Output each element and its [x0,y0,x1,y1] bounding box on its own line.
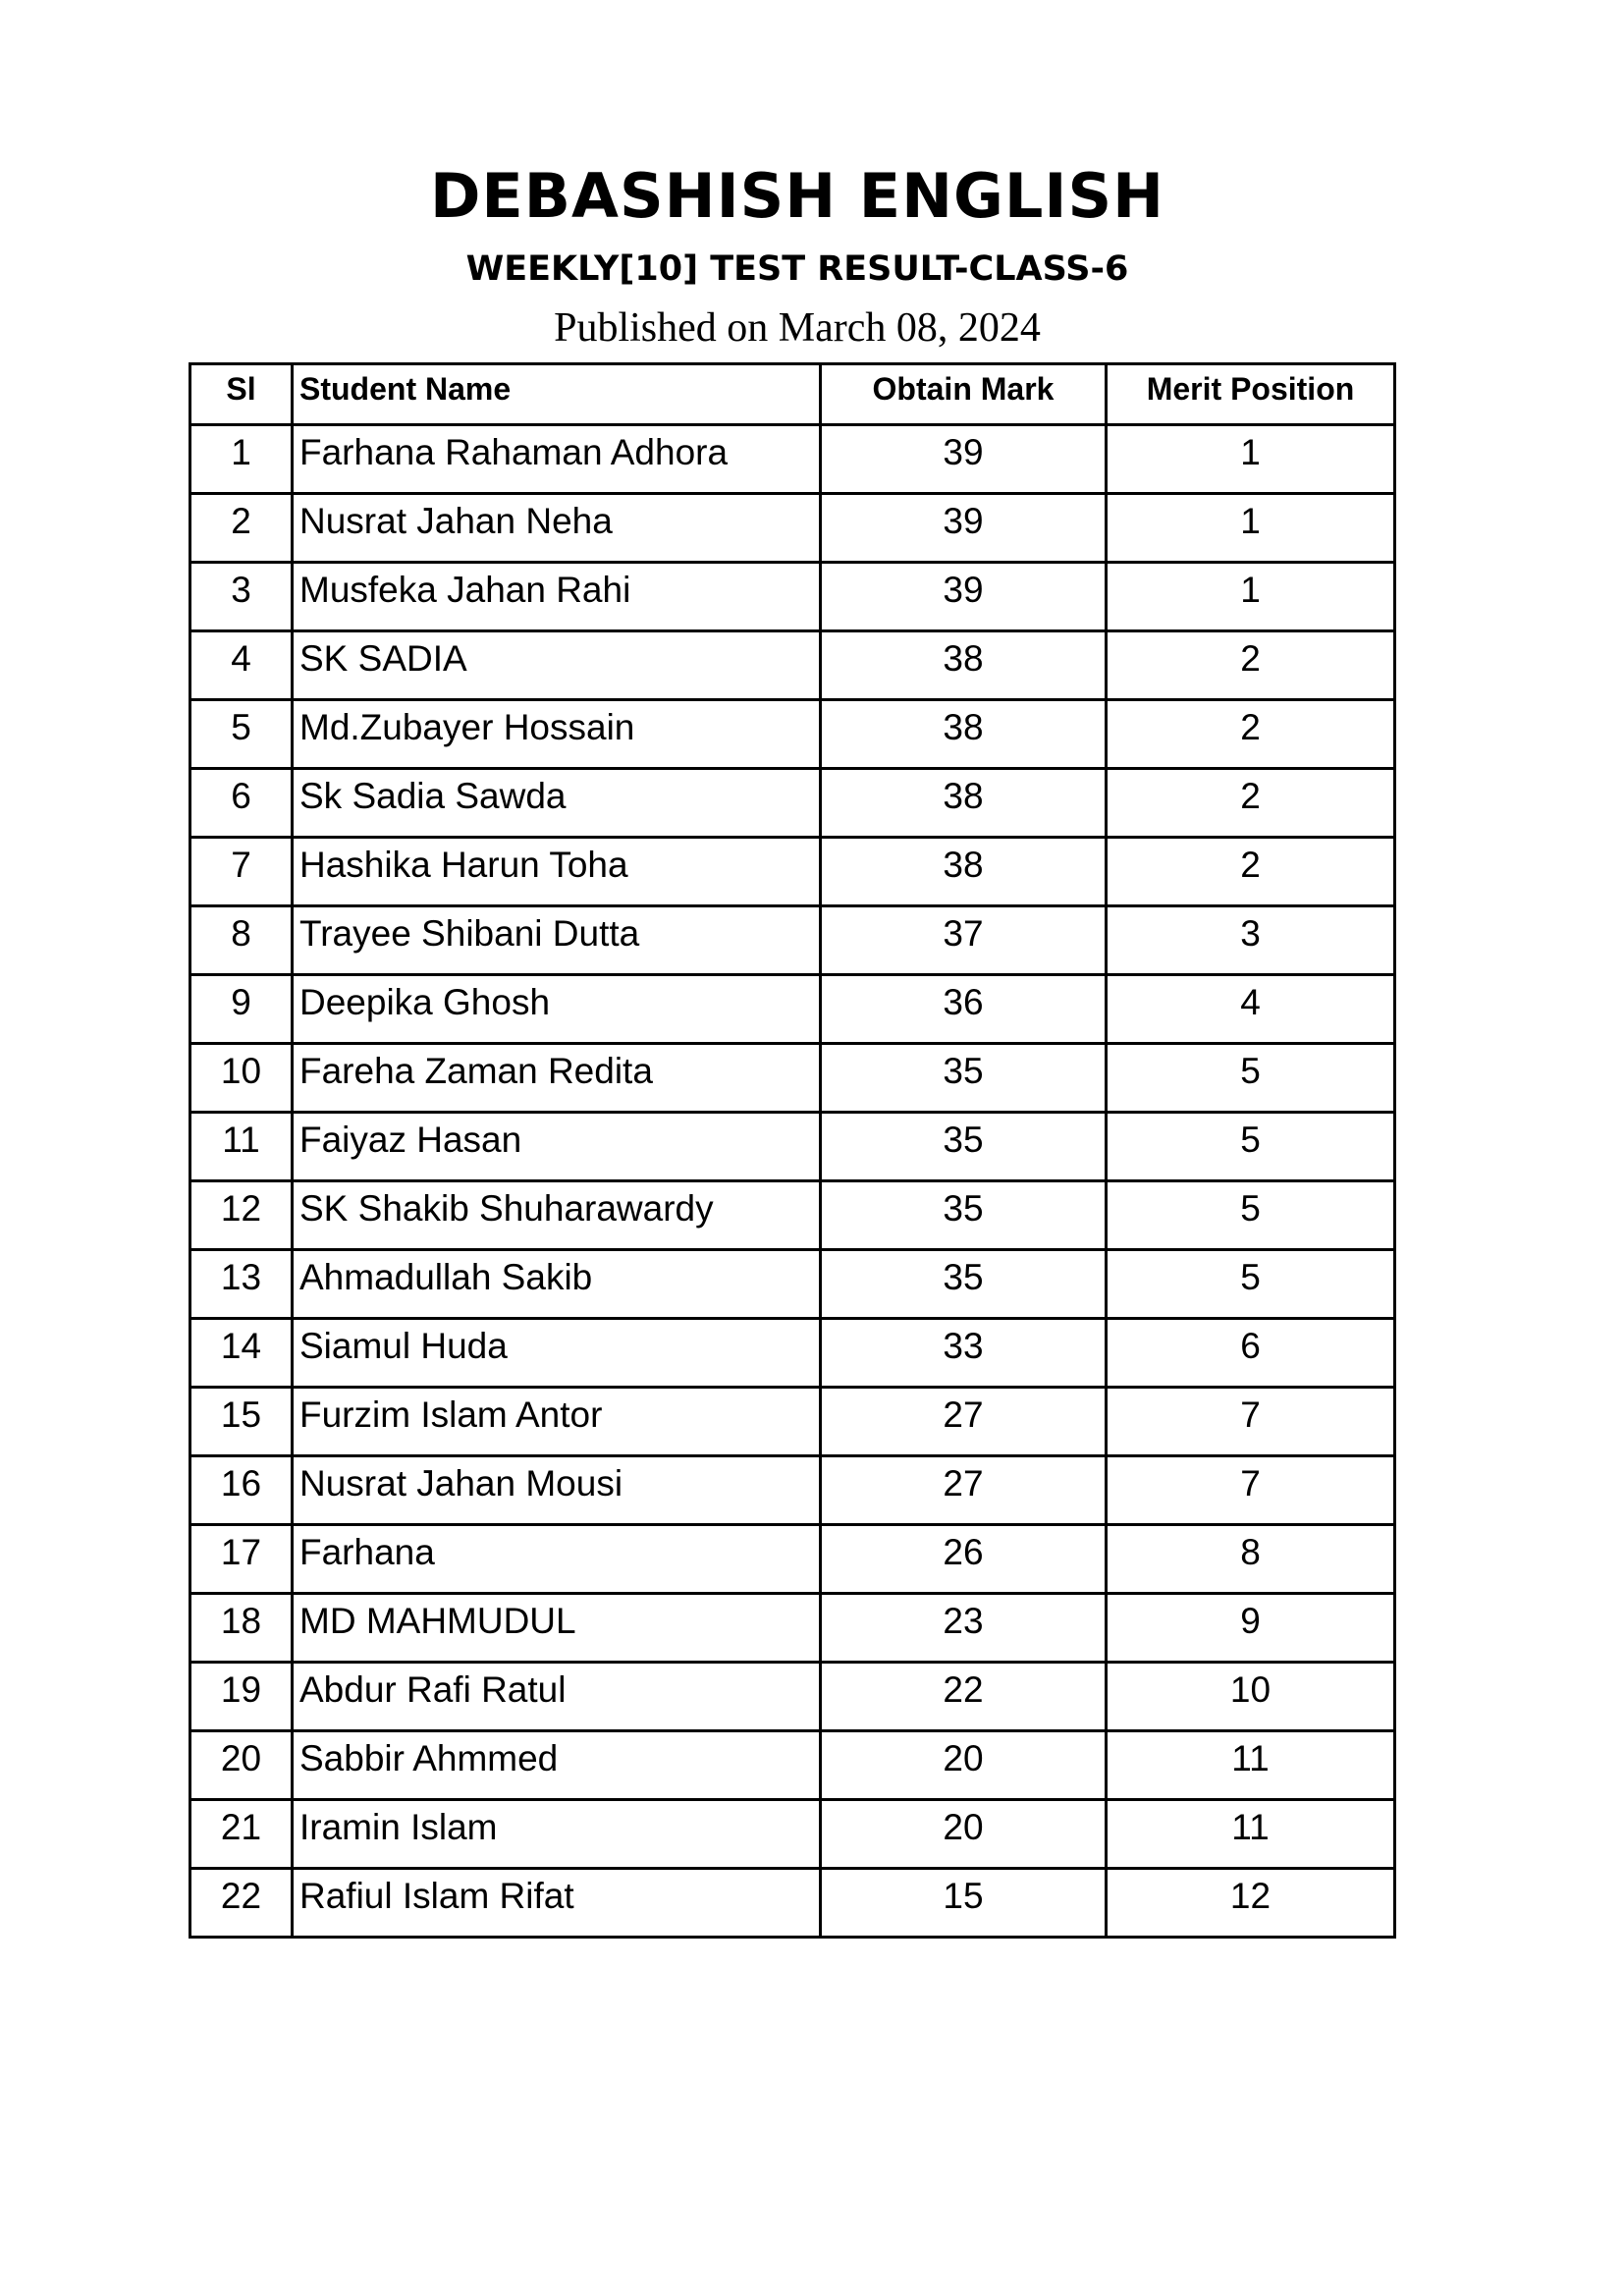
table-row [190,1388,1395,1456]
obtain-mark-cell: 26 [821,1525,1107,1594]
table-row [190,700,1395,769]
serial-number-cell: 22 [190,1869,293,1938]
merit-position-cell: 5 [1107,1181,1395,1250]
table-row [190,494,1395,563]
student-name-cell: Sk Sadia Sawda [293,769,821,838]
student-name-cell: SK Shakib Shuharawardy [293,1181,821,1250]
serial-number-cell: 1 [190,425,293,494]
results-table [189,362,1396,1939]
obtain-mark-cell: 38 [821,631,1107,700]
results-table-body [190,425,1395,1938]
merit-position-cell: 11 [1107,1731,1395,1800]
table-row [190,1044,1395,1113]
merit-position-cell: 7 [1107,1388,1395,1456]
serial-number-cell: 10 [190,1044,293,1113]
student-name-cell: Siamul Huda [293,1319,821,1388]
table-row [190,425,1395,494]
merit-position-cell: 2 [1107,838,1395,906]
serial-number-cell: 17 [190,1525,293,1594]
table-row [190,906,1395,975]
serial-number-cell: 9 [190,975,293,1044]
student-name-cell: SK SADIA [293,631,821,700]
table-row [190,975,1395,1044]
column-header-merit-position: Merit Position [1107,364,1395,425]
serial-number-cell: 5 [190,700,293,769]
merit-position-cell: 9 [1107,1594,1395,1663]
student-name-cell: Iramin Islam [293,1800,821,1869]
column-header-student-name: Student Name [293,364,821,425]
merit-position-cell: 2 [1107,700,1395,769]
column-header-sl: Sl [190,364,293,425]
student-name-cell: Md.Zubayer Hossain [293,700,821,769]
student-name-cell: Ahmadullah Sakib [293,1250,821,1319]
table-row [190,631,1395,700]
obtain-mark-cell: 35 [821,1113,1107,1181]
table-row [190,1594,1395,1663]
obtain-mark-cell: 38 [821,700,1107,769]
merit-position-cell: 2 [1107,631,1395,700]
merit-position-cell: 3 [1107,906,1395,975]
obtain-mark-cell: 35 [821,1044,1107,1113]
obtain-mark-cell: 37 [821,906,1107,975]
obtain-mark-cell: 39 [821,425,1107,494]
table-row [190,1181,1395,1250]
column-header-obtain-mark: Obtain Mark [821,364,1107,425]
serial-number-cell: 21 [190,1800,293,1869]
merit-position-cell: 1 [1107,425,1395,494]
merit-position-cell: 8 [1107,1525,1395,1594]
student-name-cell: Sabbir Ahmmed [293,1731,821,1800]
obtain-mark-cell: 35 [821,1181,1107,1250]
merit-position-cell: 2 [1107,769,1395,838]
obtain-mark-cell: 39 [821,563,1107,631]
student-name-cell: Farhana [293,1525,821,1594]
serial-number-cell: 12 [190,1181,293,1250]
table-row [190,1250,1395,1319]
student-name-cell: Nusrat Jahan Neha [293,494,821,563]
serial-number-cell: 2 [190,494,293,563]
table-row [190,563,1395,631]
obtain-mark-cell: 20 [821,1731,1107,1800]
serial-number-cell: 16 [190,1456,293,1525]
obtain-mark-cell: 27 [821,1388,1107,1456]
merit-position-cell: 1 [1107,494,1395,563]
table-row [190,1869,1395,1938]
merit-position-cell: 5 [1107,1250,1395,1319]
obtain-mark-cell: 20 [821,1800,1107,1869]
serial-number-cell: 13 [190,1250,293,1319]
serial-number-cell: 15 [190,1388,293,1456]
table-row [190,1800,1395,1869]
table-row [190,1113,1395,1181]
merit-position-cell: 6 [1107,1319,1395,1388]
student-name-cell: Rafiul Islam Rifat [293,1869,821,1938]
published-date: Published on March 08, 2024 [554,305,1041,351]
student-name-cell: Abdur Rafi Ratul [293,1663,821,1731]
student-name-cell: Nusrat Jahan Mousi [293,1456,821,1525]
student-name-cell: Trayee Shibani Dutta [293,906,821,975]
serial-number-cell: 6 [190,769,293,838]
serial-number-cell: 18 [190,1594,293,1663]
serial-number-cell: 7 [190,838,293,906]
obtain-mark-cell: 36 [821,975,1107,1044]
table-row [190,1731,1395,1800]
table-row [190,1456,1395,1525]
merit-position-cell: 10 [1107,1663,1395,1731]
obtain-mark-cell: 35 [821,1250,1107,1319]
student-name-cell: Farhana Rahaman Adhora [293,425,821,494]
merit-position-cell: 7 [1107,1456,1395,1525]
serial-number-cell: 20 [190,1731,293,1800]
serial-number-cell: 8 [190,906,293,975]
obtain-mark-cell: 33 [821,1319,1107,1388]
student-name-cell: Faiyaz Hasan [293,1113,821,1181]
student-name-cell: MD MAHMUDUL [293,1594,821,1663]
obtain-mark-cell: 38 [821,838,1107,906]
obtain-mark-cell: 27 [821,1456,1107,1525]
document-subtitle: WEEKLY[10] TEST RESULT-CLASS-6 [465,249,1129,289]
merit-position-cell: 1 [1107,563,1395,631]
obtain-mark-cell: 23 [821,1594,1107,1663]
table-header-row [190,364,1395,425]
table-row [190,1525,1395,1594]
student-name-cell: Musfeka Jahan Rahi [293,563,821,631]
table-row [190,1319,1395,1388]
serial-number-cell: 4 [190,631,293,700]
obtain-mark-cell: 38 [821,769,1107,838]
table-row [190,838,1395,906]
merit-position-cell: 5 [1107,1113,1395,1181]
student-name-cell: Fareha Zaman Redita [293,1044,821,1113]
obtain-mark-cell: 22 [821,1663,1107,1731]
merit-position-cell: 11 [1107,1800,1395,1869]
serial-number-cell: 14 [190,1319,293,1388]
merit-position-cell: 4 [1107,975,1395,1044]
merit-position-cell: 12 [1107,1869,1395,1938]
student-name-cell: Deepika Ghosh [293,975,821,1044]
table-row [190,1663,1395,1731]
serial-number-cell: 3 [190,563,293,631]
obtain-mark-cell: 15 [821,1869,1107,1938]
student-name-cell: Hashika Harun Toha [293,838,821,906]
table-row [190,769,1395,838]
serial-number-cell: 19 [190,1663,293,1731]
obtain-mark-cell: 39 [821,494,1107,563]
document-title: DEBASHISH ENGLISH [429,160,1165,232]
merit-position-cell: 5 [1107,1044,1395,1113]
student-name-cell: Furzim Islam Antor [293,1388,821,1456]
serial-number-cell: 11 [190,1113,293,1181]
